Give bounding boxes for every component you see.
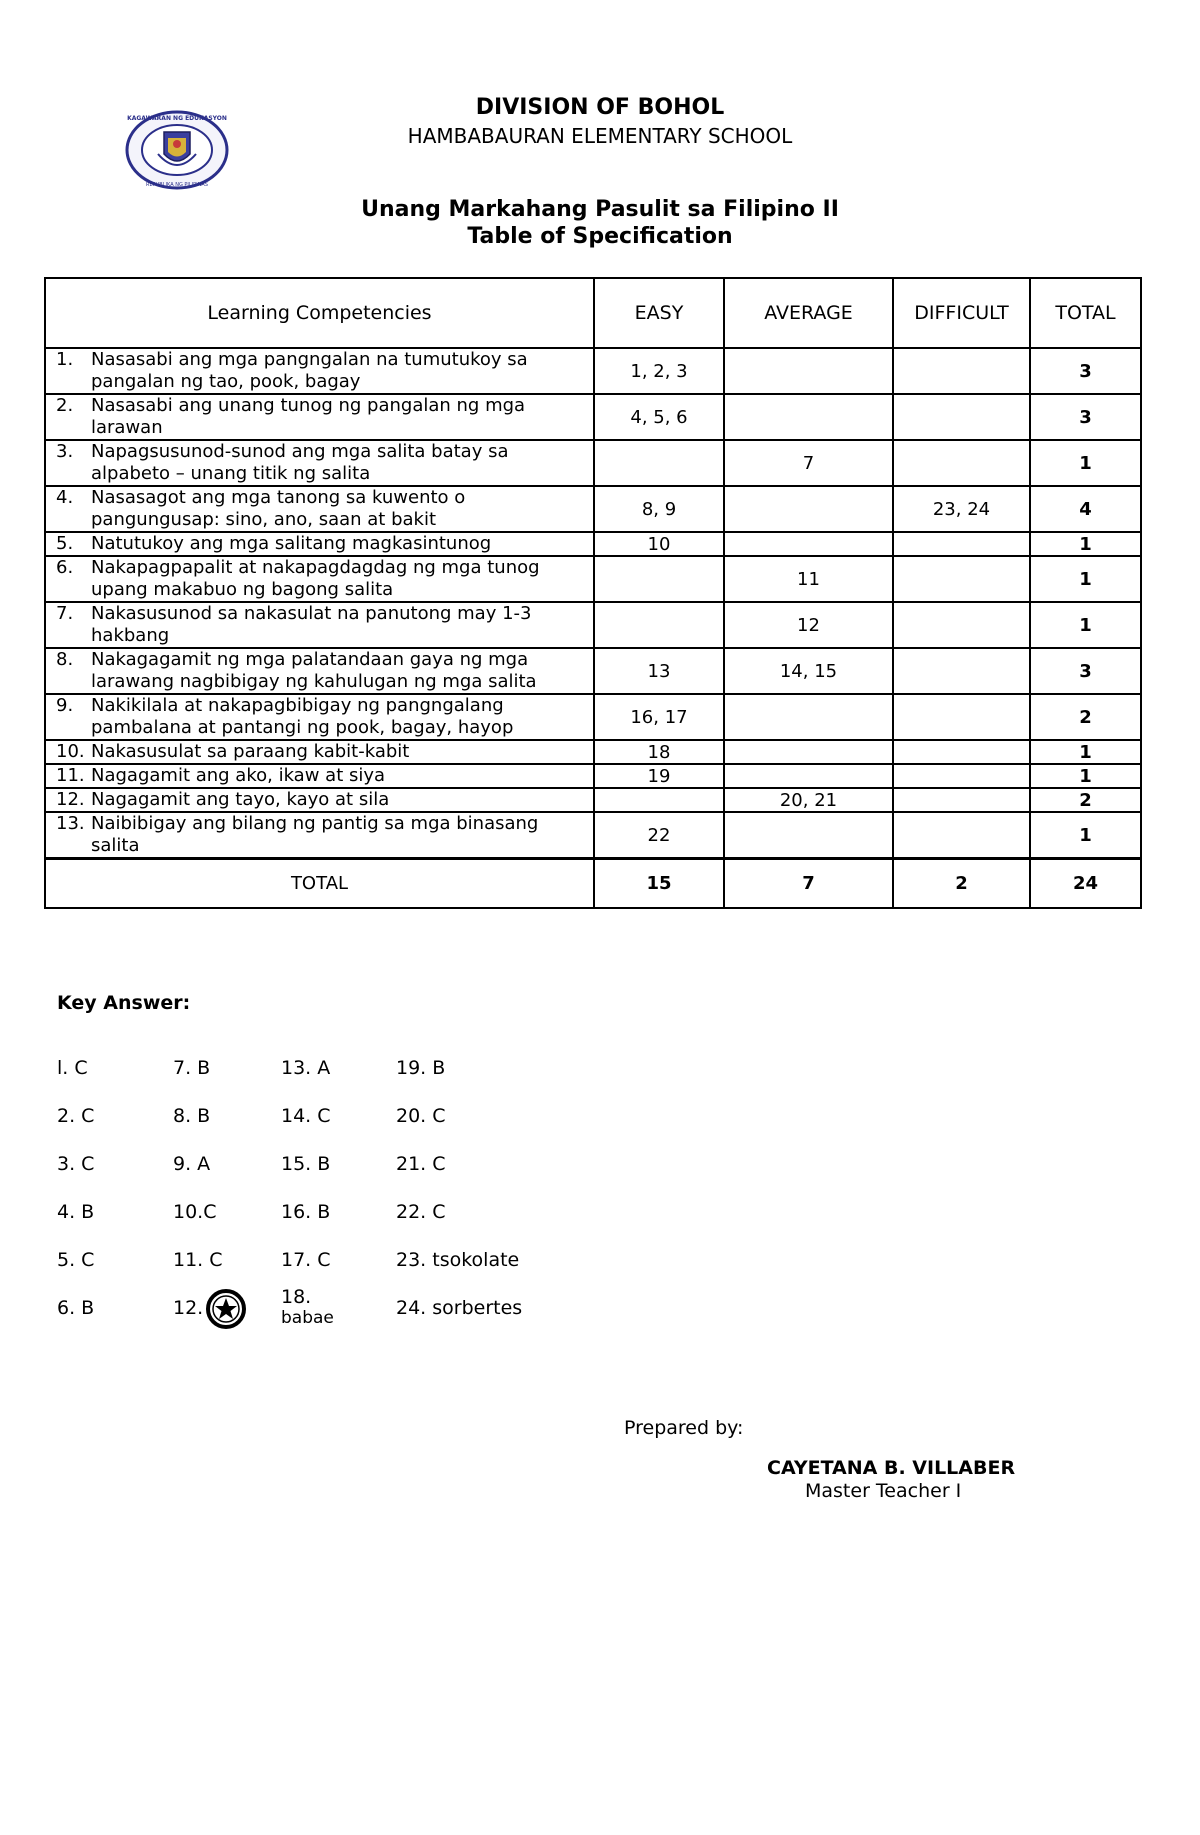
difficult-cell	[893, 440, 1030, 486]
key-item: 14. C	[281, 1105, 331, 1127]
table-row	[45, 486, 1141, 532]
average-cell	[724, 532, 893, 556]
average-cell: 11	[724, 556, 893, 602]
row-number: 8.	[56, 649, 74, 670]
easy-cell: 10	[594, 532, 724, 556]
row-number: 12.	[56, 789, 85, 810]
average-cell	[724, 348, 893, 394]
difficult-cell	[893, 394, 1030, 440]
key-item: 13. A	[281, 1057, 331, 1079]
easy-cell: 8, 9	[594, 486, 724, 532]
table-row	[45, 764, 1141, 788]
average-cell	[724, 812, 893, 859]
row-number: 7.	[56, 603, 74, 624]
school-heading: HAMBABAURAN ELEMENTARY SCHOOL	[407, 124, 793, 148]
grand-total: 24	[1030, 859, 1141, 909]
key-answer-title: Key Answer:	[57, 992, 191, 1014]
key-item: 19. B	[396, 1057, 446, 1079]
division-heading: DIVISION OF BOHOL	[475, 95, 725, 120]
key-item: 11. C	[173, 1249, 223, 1271]
total-cell: 1	[1030, 440, 1141, 486]
easy-cell: 22	[594, 812, 724, 859]
prepared-by-label: Prepared by:	[624, 1417, 744, 1439]
signatory-position: Master Teacher I	[805, 1480, 962, 1502]
average-cell	[724, 486, 893, 532]
competency-text: Nakasusunod sa nakasulat na panutong may 1-3 hakbang	[91, 603, 532, 646]
table-row	[45, 812, 1141, 859]
total-cell: 1	[1030, 556, 1141, 602]
difficult-total: 2	[893, 859, 1030, 909]
key-item: 4. B	[57, 1201, 95, 1223]
difficult-cell: 23, 24	[893, 486, 1030, 532]
row-number: 11.	[56, 765, 85, 786]
competency-text: Nagagamit ang tayo, kayo at sila	[91, 789, 390, 810]
total-cell: 4	[1030, 486, 1141, 532]
row-number: 1.	[56, 349, 74, 370]
easy-cell	[594, 788, 724, 812]
average-cell	[724, 394, 893, 440]
competency-text: Natutukoy ang mga salitang magkasintunog	[91, 533, 492, 554]
table-row	[45, 694, 1141, 740]
key-item: 10.C	[173, 1201, 217, 1223]
easy-cell	[594, 556, 724, 602]
easy-cell	[594, 440, 724, 486]
key-item: 17. C	[281, 1249, 331, 1271]
key-item: 16. B	[281, 1201, 331, 1223]
header-average: AVERAGE	[724, 278, 893, 348]
specification-table	[44, 277, 1142, 909]
total-cell: 2	[1030, 788, 1141, 812]
competency-text: Napagsusunod-sunod ang mga salita batay sa alpabeto – unang titik ng salita	[91, 441, 509, 484]
average-cell	[724, 764, 893, 788]
easy-total: 15	[594, 859, 724, 909]
easy-cell: 4, 5, 6	[594, 394, 724, 440]
average-cell: 12	[724, 602, 893, 648]
table-row	[45, 602, 1141, 648]
table-row	[45, 440, 1141, 486]
total-cell: 1	[1030, 602, 1141, 648]
seal-top-text: KAGAWARAN NG EDUKASYON	[127, 115, 227, 122]
header-competencies: Learning Competencies	[45, 278, 594, 348]
difficult-cell	[893, 602, 1030, 648]
key-item: 24. sorbertes	[396, 1297, 523, 1319]
star-in-circle-icon	[205, 1288, 247, 1330]
competency-text: Nakagagamit ng mga palatandaan gaya ng mga larawang nagbibigay ng kahulugan ng mga salita	[91, 649, 537, 692]
signatory-name: CAYETANA B. VILLABER	[767, 1457, 1016, 1479]
total-cell: 3	[1030, 394, 1141, 440]
header-easy: EASY	[594, 278, 724, 348]
competency-text: Nasasabi ang mga pangngalan na tumutukoy sa pangalan ng tao, pook, bagay	[91, 349, 528, 392]
table-row	[45, 740, 1141, 764]
easy-cell	[594, 602, 724, 648]
difficult-cell	[893, 764, 1030, 788]
easy-cell: 19	[594, 764, 724, 788]
difficult-cell	[893, 694, 1030, 740]
total-cell: 2	[1030, 694, 1141, 740]
key-item: 23. tsokolate	[396, 1249, 520, 1271]
average-cell: 7	[724, 440, 893, 486]
deped-seal-icon	[124, 110, 230, 190]
difficult-cell	[893, 812, 1030, 859]
key-item: 15. B	[281, 1153, 331, 1175]
row-number: 3.	[56, 441, 74, 462]
easy-cell: 13	[594, 648, 724, 694]
row-number: 5.	[56, 533, 74, 554]
total-cell: 1	[1030, 764, 1141, 788]
competency-text: Nagagamit ang ako, ikaw at siya	[91, 765, 386, 786]
difficult-cell	[893, 788, 1030, 812]
difficult-cell	[893, 556, 1030, 602]
competency-text: Nasasabi ang unang tunog ng pangalan ng mga larawan	[91, 395, 526, 438]
key-item: 12.	[173, 1297, 204, 1319]
total-cell: 1	[1030, 812, 1141, 859]
key-item: 3. C	[57, 1153, 95, 1175]
key-item: 5. C	[57, 1249, 95, 1271]
table-row	[45, 648, 1141, 694]
key-item: 8. B	[173, 1105, 211, 1127]
key-item: 6. B	[57, 1297, 95, 1319]
competency-text: Nakapagpapalit at nakapagdagdag ng mga tunog upang makabuo ng bagong salita	[91, 557, 540, 600]
easy-cell: 1, 2, 3	[594, 348, 724, 394]
average-cell: 14, 15	[724, 648, 893, 694]
row-number: 2.	[56, 395, 74, 416]
easy-cell: 18	[594, 740, 724, 764]
seal-bottom-text: REPUBLIKA NG PILIPINAS	[146, 182, 208, 188]
total-cell: 1	[1030, 740, 1141, 764]
key-item-18-answer: babae	[281, 1308, 334, 1328]
total-cell: 3	[1030, 348, 1141, 394]
document-title: Unang Markahang Pasulit sa Filipino II	[361, 197, 839, 222]
difficult-cell	[893, 740, 1030, 764]
key-item: l. C	[57, 1057, 88, 1079]
key-item: 7. B	[173, 1057, 211, 1079]
row-number: 13.	[56, 813, 85, 834]
key-item: 22. C	[396, 1201, 446, 1223]
competency-text: Nakikilala at nakapagbibigay ng pangngalang pambalana at pantangi ng pook, bagay, hayop	[91, 695, 514, 738]
table-header-row	[45, 278, 1141, 348]
table-row	[45, 532, 1141, 556]
key-item: 20. C	[396, 1105, 446, 1127]
key-item: 2. C	[57, 1105, 95, 1127]
header-difficult: DIFFICULT	[893, 278, 1030, 348]
competency-text: Nakasusulat sa paraang kabit-kabit	[91, 741, 410, 762]
row-number: 4.	[56, 487, 74, 508]
average-total: 7	[724, 859, 893, 909]
competency-text: Naibibigay ang bilang ng pantig sa mga binasang salita	[91, 813, 539, 856]
difficult-cell	[893, 532, 1030, 556]
row-number: 9.	[56, 695, 74, 716]
easy-cell: 16, 17	[594, 694, 724, 740]
total-cell: 1	[1030, 532, 1141, 556]
document-subtitle: Table of Specification	[467, 224, 733, 249]
key-item: 9. A	[173, 1153, 211, 1175]
key-item: 18.	[281, 1286, 312, 1308]
row-number: 6.	[56, 557, 74, 578]
key-item: 21. C	[396, 1153, 446, 1175]
header-total: TOTAL	[1030, 278, 1141, 348]
difficult-cell	[893, 648, 1030, 694]
table-total-row	[45, 859, 1141, 909]
row-number: 10.	[56, 741, 85, 762]
table-row	[45, 348, 1141, 394]
difficult-cell	[893, 348, 1030, 394]
competency-text: Nasasagot ang mga tanong sa kuwento o pangungusap: sino, ano, saan at bakit	[91, 487, 466, 530]
total-cell: 3	[1030, 648, 1141, 694]
average-cell	[724, 740, 893, 764]
average-cell: 20, 21	[724, 788, 893, 812]
total-label: TOTAL	[45, 859, 594, 909]
table-row	[45, 394, 1141, 440]
table-row	[45, 556, 1141, 602]
table-row	[45, 788, 1141, 812]
average-cell	[724, 694, 893, 740]
